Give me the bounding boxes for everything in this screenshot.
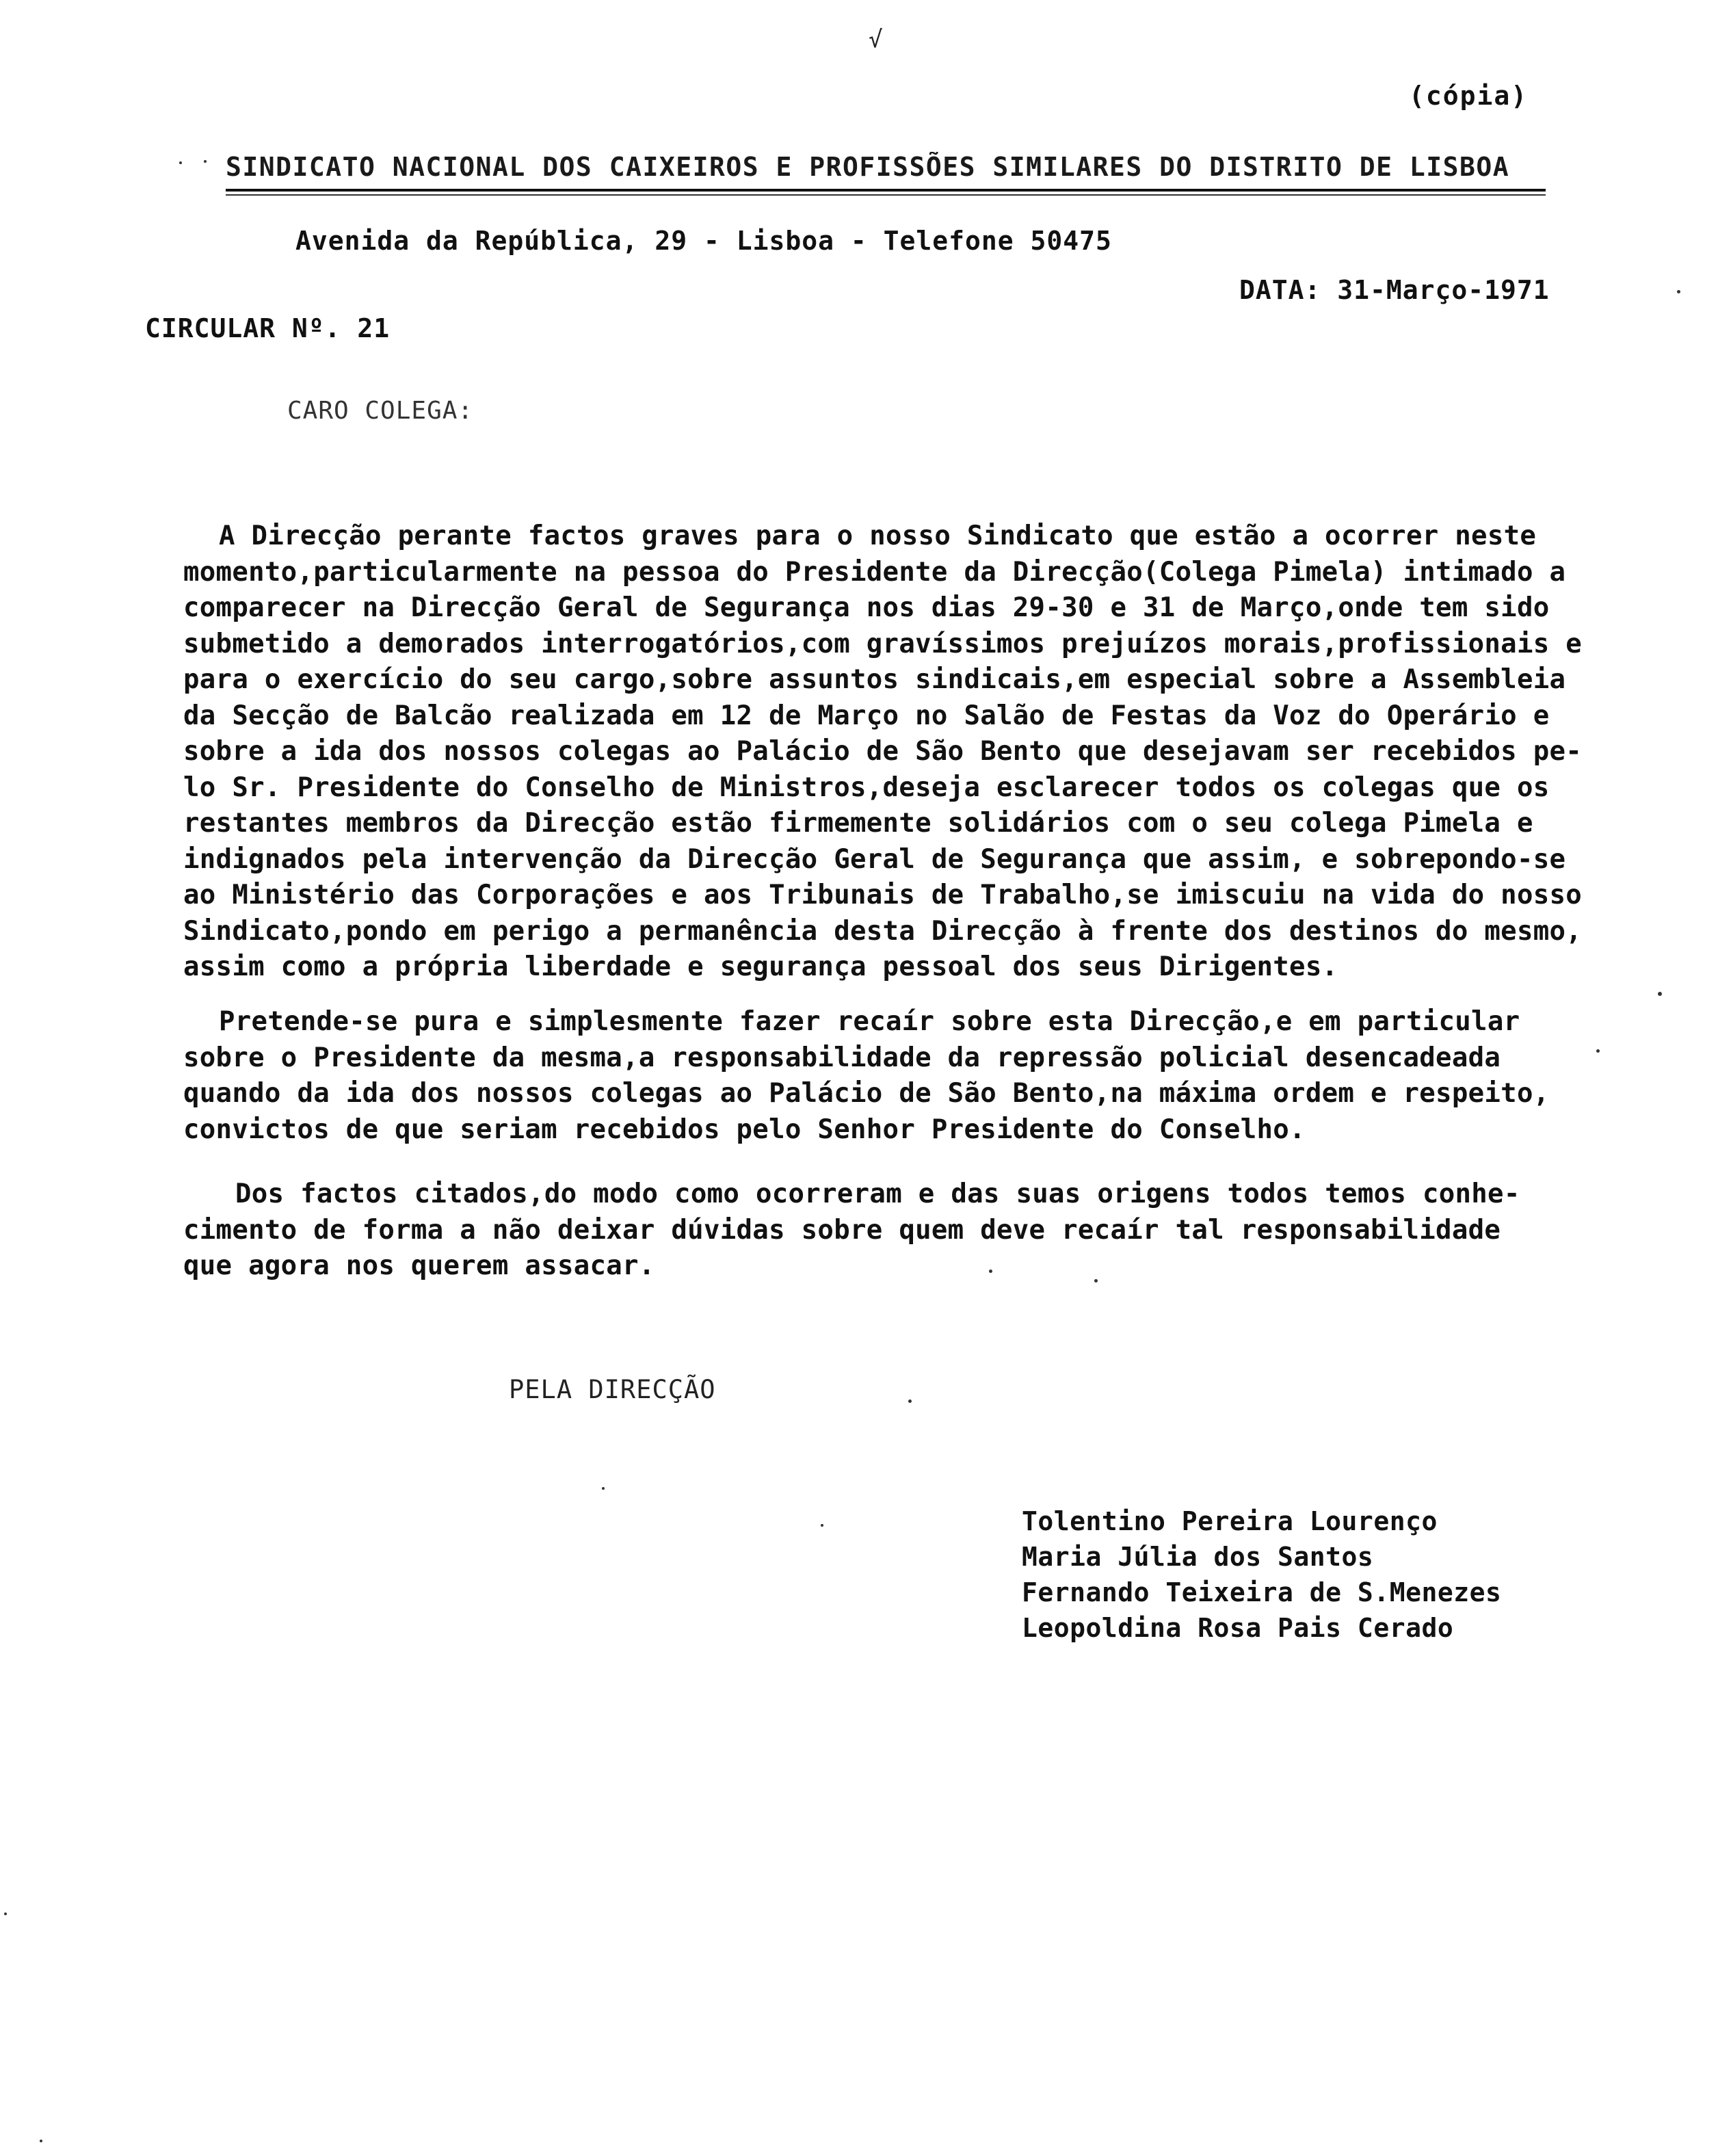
paragraph-3 [183, 1176, 1520, 1285]
scan-speck [1677, 290, 1680, 293]
paragraph-line: que agora nos querem assacar. [183, 1250, 655, 1281]
paragraph-2 [183, 1004, 1550, 1148]
paragraph-line: submetido a demorados interrogatórios,com gravíssimos prejuízos morais,profissionais e [183, 628, 1583, 659]
check-mark: √ [869, 26, 883, 53]
document-date: DATA: 31-Março-1971 [1239, 275, 1550, 305]
paragraph-line: comparecer na Direcção Geral de Segurança nos dias 29-30 e 31 de Março,onde tem sido [183, 592, 1550, 623]
header-underline-secondary [226, 194, 1546, 196]
paragraph-line: restantes membros da Direcção estão firmemente solidários com o seu colega Pimela e [183, 808, 1533, 839]
salutation: CARO COLEGA: [287, 397, 474, 425]
signatory-name: Leopoldina Rosa Pais Cerado [1022, 1613, 1454, 1643]
paragraph-line: sobre o Presidente da mesma,a responsabilidade da repressão policial desencadeada [183, 1042, 1501, 1073]
paragraph-line: assim como a própria liberdade e segurança pessoal dos seus Dirigentes. [183, 951, 1338, 982]
scan-speck [602, 1487, 605, 1490]
signatory-name: Fernando Teixeira de S.Menezes [1022, 1577, 1502, 1607]
paragraph-line: Pretende-se pura e simplesmente fazer recaír sobre esta Direcção,e em particular [219, 1006, 1520, 1037]
header-underline [226, 189, 1546, 192]
paragraph-line: da Secção de Balcão realizada em 12 de Março no Salão de Festas da Voz do Operário e [183, 700, 1550, 731]
organization-name: SINDICATO NACIONAL DOS CAIXEIROS E PROFISSÕES SIMILARES DO DISTRITO DE LISBOA [226, 152, 1510, 182]
paragraph-line: ao Ministério das Corporações e aos Tribunais de Trabalho,se imiscuiu na vida do nosso [183, 880, 1583, 910]
paragraph-line: convictos de que seriam recebidos pelo Senhor Presidente do Conselho. [183, 1114, 1306, 1145]
paragraph-line: para o exercício do seu cargo,sobre assuntos sindicais,em especial sobre a Assembleia [183, 664, 1566, 695]
scan-speck [4, 1912, 7, 1915]
paragraph-line: momento,particularmente na pessoa do Presidente da Direcção(Colega Pimela) intimado a [183, 556, 1566, 588]
scan-speck [989, 1270, 992, 1273]
scan-speck [1658, 992, 1662, 996]
paragraph-line: cimento de forma a não deixar dúvidas sobre quem deve recaír tal responsabilidade [183, 1214, 1501, 1246]
copy-label: (cópia) [1409, 81, 1529, 111]
closing-line: PELA DIRECÇÃO [509, 1375, 716, 1404]
paragraph-line: sobre a ida dos nossos colegas ao Palácio de São Bento que desejavam ser recebidos pe- [183, 736, 1583, 767]
scan-speck [908, 1399, 912, 1403]
signatories-list [1022, 1503, 1501, 1646]
paragraph-line: quando da ida dos nossos colegas ao Palácio de São Bento,na máxima ordem e respeito, [183, 1078, 1550, 1109]
scan-speck [204, 160, 207, 163]
scan-speck [821, 1524, 823, 1527]
scan-speck [1596, 1049, 1600, 1053]
paragraph-line: Sindicato,pondo em perigo a permanência desta Direcção à frente dos destinos do mesmo, [183, 915, 1583, 947]
scan-speck [1094, 1279, 1098, 1283]
signatory-name: Tolentino Pereira Lourenço [1022, 1506, 1438, 1536]
paragraph-line: A Direcção perante factos graves para o nosso Sindicato que estão a ocorrer neste [219, 521, 1537, 551]
paragraph-line: indignados pela intervenção da Direcção Geral de Segurança que assim, e sobrepondo-se [183, 843, 1566, 875]
paragraph-line: Dos factos citados,do modo como ocorreram e das suas origens todos temos conhe- [235, 1179, 1520, 1209]
scan-speck [179, 161, 182, 164]
scan-speck [40, 2140, 42, 2142]
paragraph-1 [183, 518, 1582, 986]
signatory-name: Maria Júlia dos Santos [1022, 1542, 1374, 1572]
circular-number: CIRCULAR Nº. 21 [145, 313, 391, 343]
paragraph-line: lo Sr. Presidente do Conselho de Ministros,deseja esclarecer todos os colegas que os [183, 772, 1550, 803]
organization-address: Avenida da República, 29 - Lisboa - Telefone 50475 [295, 226, 1112, 256]
